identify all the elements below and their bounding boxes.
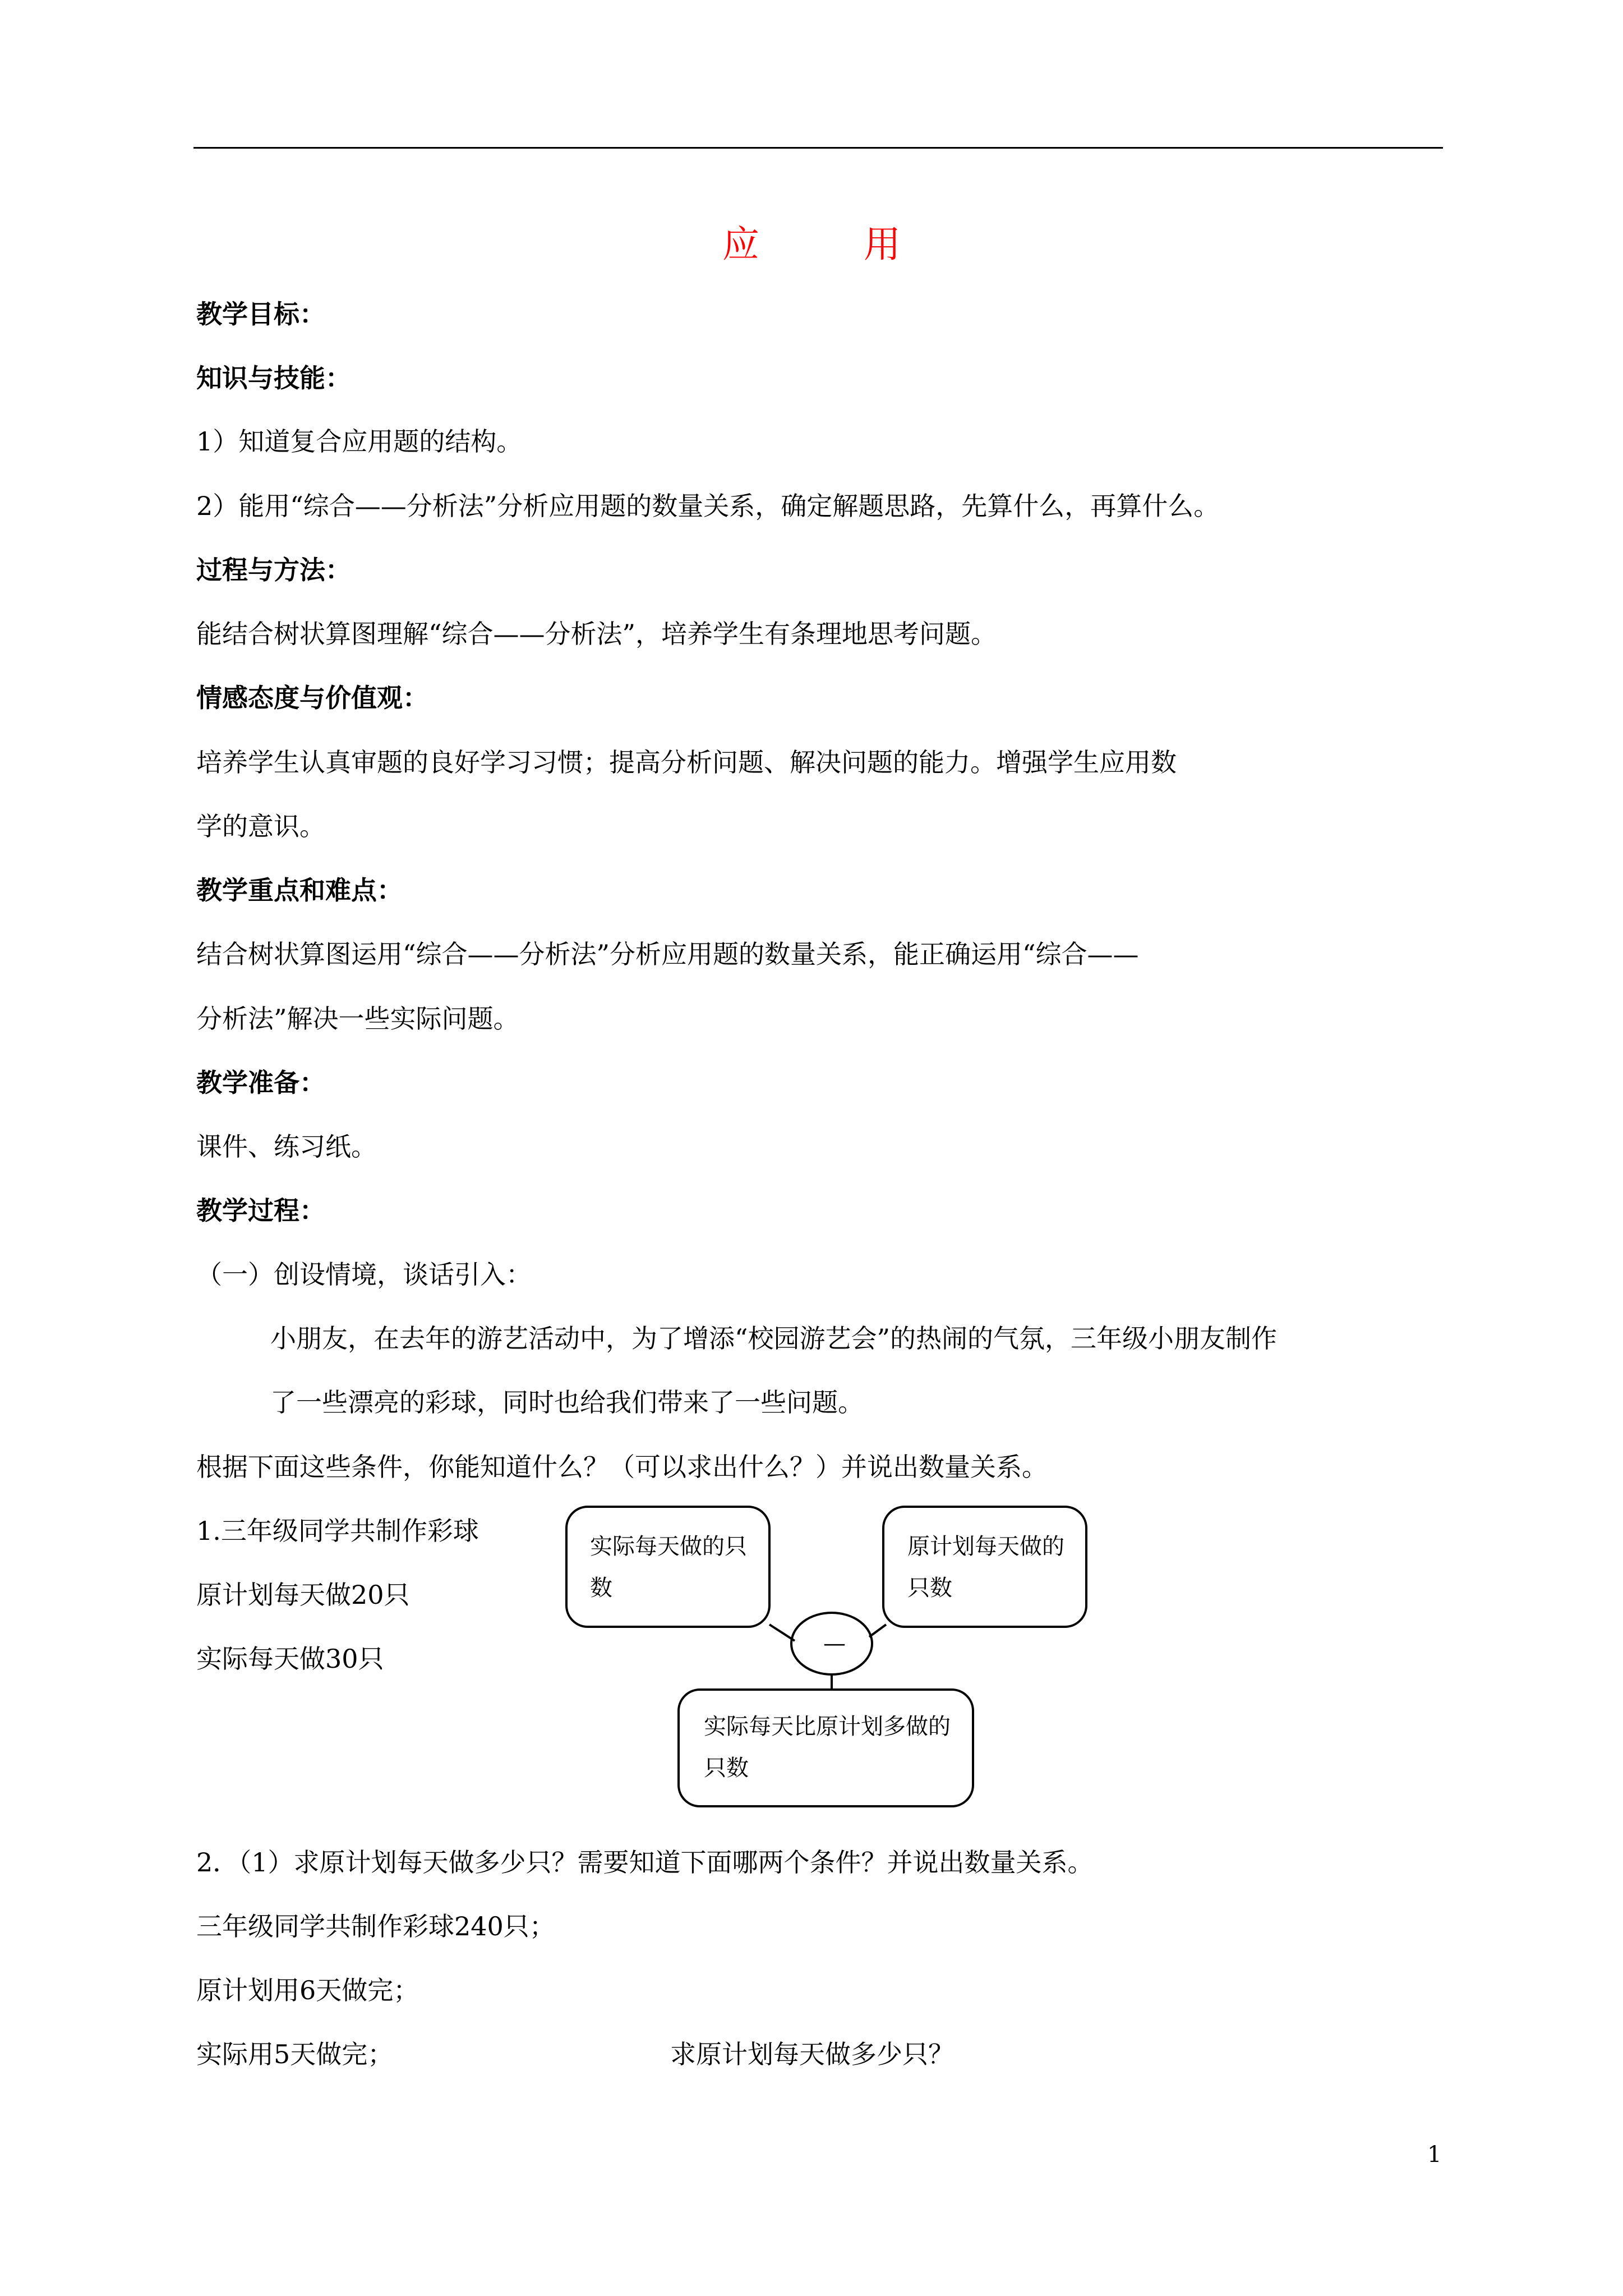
keypoints-heading: 教学重点和难点： bbox=[196, 875, 403, 905]
page-number: 1 bbox=[1427, 2142, 1442, 2168]
process-method-text: 能结合树状算图理解“综合——分析法”，培养学生有条理地思考问题。 bbox=[196, 619, 997, 649]
keypoints-text-line2: 分析法”解决一些实际问题。 bbox=[196, 1004, 519, 1034]
diagram-operator: — bbox=[823, 1631, 846, 1657]
keypoints-text-line1: 结合树状算图运用“综合——分析法”分析应用题的数量关系，能正确运用“综合—— bbox=[196, 939, 1139, 969]
problem1-line3: 实际每天做30只 bbox=[196, 1644, 384, 1674]
connector-right bbox=[869, 1625, 886, 1637]
intro-text-line1: 小朋友，在去年的游艺活动中，为了增添“校园游艺会”的热闹的气氛，三年级小朋友制作 bbox=[270, 1323, 1278, 1354]
diagram-box-bottom-label: 实际每天比原计划多做的只数 bbox=[704, 1714, 951, 1781]
emotion-text-line1: 培养学生认真审题的良好学习习惯；提高分析问题、解决问题的能力。增强学生应用数 bbox=[196, 747, 1177, 777]
problem2-target-question: 求原计划每天做多少只？ bbox=[670, 2039, 954, 2069]
emotion-heading: 情感态度与价值观： bbox=[196, 683, 428, 713]
problem2-condition-2: 原计划用6天做完； bbox=[196, 1975, 419, 2005]
emotion-text-line2: 学的意识。 bbox=[196, 811, 325, 841]
prep-text: 课件、练习纸。 bbox=[196, 1131, 377, 1162]
knowledge-item-1: 1）知道复合应用题的结构。 bbox=[196, 426, 523, 457]
knowledge-item-2: 2）能用“综合——分析法”分析应用题的数量关系，确定解题思路，先算什么，再算什么。 bbox=[196, 491, 1220, 521]
knowledge-heading: 知识与技能： bbox=[196, 363, 351, 393]
problem2-condition-3: 实际用5天做完； bbox=[196, 2039, 394, 2069]
problem2-condition-1: 三年级同学共制作彩球240只； bbox=[196, 1911, 555, 1941]
prompt-text: 根据下面这些条件，你能知道什么？（可以求出什么？）并说出数量关系。 bbox=[196, 1452, 1048, 1482]
page-title: 应 用 bbox=[722, 223, 934, 266]
prep-heading: 教学准备： bbox=[196, 1068, 325, 1098]
problem1-line2: 原计划每天做20只 bbox=[196, 1580, 410, 1610]
diagram-box-left-label: 实际每天做的只数 bbox=[590, 1534, 747, 1601]
problem2-question: 2．（1）求原计划每天做多少只？需要知道下面哪两个条件？并说出数量关系。 bbox=[196, 1847, 1094, 1878]
objectives-heading: 教学目标： bbox=[196, 299, 325, 329]
diagram-box-right-label: 原计划每天做的只数 bbox=[907, 1534, 1064, 1601]
problem1-line1: 1.三年级同学共制作彩球 bbox=[196, 1516, 479, 1546]
process-method-heading: 过程与方法： bbox=[196, 555, 351, 585]
section1-heading: （一）创设情境，谈话引入： bbox=[196, 1259, 532, 1290]
connector-left bbox=[769, 1625, 795, 1641]
header-rule bbox=[193, 147, 1443, 149]
teaching-process-heading: 教学过程： bbox=[196, 1195, 325, 1226]
intro-text-line2: 了一些漂亮的彩球，同时也给我们带来了一些问题。 bbox=[270, 1387, 864, 1418]
